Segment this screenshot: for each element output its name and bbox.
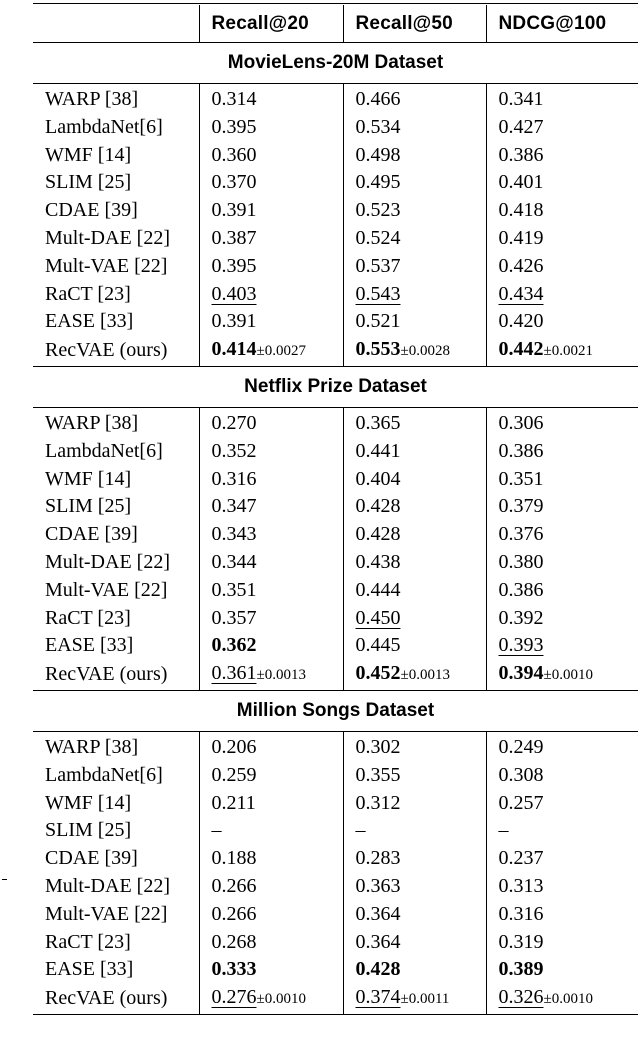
ndcg-100-value: 0.426 <box>498 254 544 277</box>
recall-20-value-cell <box>199 438 343 466</box>
recall-50-value-cell <box>343 577 486 605</box>
table-row <box>33 660 638 690</box>
method-name: WMF [14] <box>45 143 132 166</box>
recall-20-value: 0.206 <box>211 735 257 758</box>
recall-20-value-cell <box>199 817 343 845</box>
ndcg-100-value: 0.319 <box>498 930 544 953</box>
table-row <box>33 762 638 790</box>
recall-50-value: 0.521 <box>355 310 401 333</box>
recall-50-value: 0.445 <box>355 634 401 657</box>
section-header-netflix-prize-dataset <box>33 366 638 407</box>
recall-50-value: – <box>355 819 366 842</box>
table-row <box>33 577 638 605</box>
recall-50-value-cell <box>343 197 486 225</box>
recall-50-value: 0.495 <box>355 171 401 194</box>
ndcg-100-value: 0.308 <box>498 763 544 786</box>
ndcg-100-value-cell <box>486 790 638 818</box>
recall-20-value-cell <box>199 169 343 197</box>
header-ndcg-100: NDCG@100 <box>486 5 638 43</box>
header-method <box>33 5 199 43</box>
ndcg-100-value: 0.380 <box>498 550 544 573</box>
method-name: Mult-DAE [22] <box>45 550 170 573</box>
recall-50-value-cell <box>343 790 486 818</box>
ndcg-100-value-cell <box>486 632 638 660</box>
recall-20-value: 0.387 <box>211 226 257 249</box>
recall-20-value-cell <box>199 197 343 225</box>
recall-20-value-cell <box>199 845 343 873</box>
recall-50-value-cell <box>343 817 486 845</box>
ndcg-100-value: 0.419 <box>498 226 544 249</box>
method-name: Mult-VAE [22] <box>45 902 168 925</box>
header-recall-20: Recall@20 <box>199 5 343 43</box>
recall-20-value: 0.316 <box>211 467 257 490</box>
ndcg-100-value-cell <box>486 956 638 984</box>
recall-50-value: 0.283 <box>355 847 401 870</box>
table-row <box>33 84 638 114</box>
recall-20-value-cell <box>199 308 343 336</box>
ndcg-100-value-cell <box>486 308 638 336</box>
recall-20-value-cell <box>199 929 343 957</box>
recall-50-value: 0.363 <box>355 874 401 897</box>
recall-20-value: 0.276 <box>211 986 257 1009</box>
table-row <box>33 901 638 929</box>
ndcg-100-value: 0.376 <box>498 523 544 546</box>
header-recall-50: Recall@50 <box>343 5 486 43</box>
std-deviation: ±0.0013 <box>256 667 306 684</box>
recall-20-value: 0.357 <box>211 606 257 629</box>
table-row <box>33 929 638 957</box>
method-name: RaCT [23] <box>45 930 131 953</box>
table-row <box>33 817 638 845</box>
table-row <box>33 253 638 281</box>
table-row <box>33 956 638 984</box>
table-row <box>33 605 638 633</box>
std-deviation: ±0.0010 <box>543 667 593 684</box>
ndcg-100-value: 0.326 <box>498 986 544 1009</box>
recall-50-value-cell <box>343 873 486 901</box>
recall-20-value: 0.266 <box>211 902 257 925</box>
table-body <box>33 43 638 1015</box>
recall-50-value-cell <box>343 142 486 170</box>
recall-50-value: 0.452 <box>355 662 401 685</box>
ndcg-100-value-cell <box>486 521 638 549</box>
recall-50-value: 0.534 <box>355 115 401 138</box>
recall-50-value-cell <box>343 466 486 494</box>
recall-20-value-cell <box>199 605 343 633</box>
method-name: EASE [33] <box>45 958 134 981</box>
method-name: EASE [33] <box>45 634 134 657</box>
recall-50-value-cell <box>343 762 486 790</box>
recall-50-value-cell <box>343 929 486 957</box>
table-row <box>33 197 638 225</box>
method-name: CDAE [39] <box>45 847 138 870</box>
recall-20-value: 0.270 <box>211 411 257 434</box>
ndcg-100-value: 0.427 <box>498 115 544 138</box>
recall-20-value-cell <box>199 493 343 521</box>
method-name: RaCT [23] <box>45 282 131 305</box>
method-name: WARP [38] <box>45 88 139 110</box>
recall-50-value-cell <box>343 605 486 633</box>
recall-50-value: 0.523 <box>355 199 401 222</box>
recall-20-value: 0.344 <box>211 550 257 573</box>
recall-50-value: 0.543 <box>355 282 401 305</box>
recall-20-value: 0.188 <box>211 847 257 870</box>
recall-20-value-cell <box>199 790 343 818</box>
recall-20-value-cell <box>199 521 343 549</box>
ndcg-100-value: – <box>498 819 509 842</box>
recall-50-value-cell <box>343 253 486 281</box>
ndcg-100-value-cell <box>486 845 638 873</box>
ndcg-100-value: 0.316 <box>498 902 544 925</box>
ndcg-100-value: 0.401 <box>498 171 544 194</box>
recall-20-value: 0.361 <box>211 662 257 685</box>
recall-50-value: 0.450 <box>355 606 401 629</box>
method-name: RecVAE (ours) <box>33 336 199 366</box>
ndcg-100-value: 0.393 <box>498 634 544 657</box>
table-row <box>33 731 638 761</box>
recall-20-value-cell <box>199 281 343 309</box>
ndcg-100-value-cell <box>486 336 638 366</box>
ndcg-100-value-cell <box>486 493 638 521</box>
recall-50-value: 0.374 <box>355 986 401 1009</box>
ndcg-100-value-cell <box>486 253 638 281</box>
method-name: CDAE [39] <box>45 523 138 546</box>
table-row <box>33 984 638 1014</box>
recall-50-value-cell <box>343 493 486 521</box>
recall-50-value-cell <box>343 407 486 437</box>
recall-20-value-cell <box>199 762 343 790</box>
table-row <box>33 336 638 366</box>
method-name: CDAE [39] <box>45 199 138 222</box>
recall-20-value: 0.414 <box>211 338 257 361</box>
method-name: WMF [14] <box>45 791 132 814</box>
recall-20-value: 0.370 <box>211 171 257 194</box>
recall-50-value: 0.428 <box>355 523 401 546</box>
recall-50-value: 0.404 <box>355 467 401 490</box>
method-name: Mult-DAE [22] <box>45 874 170 897</box>
recall-20-value-cell <box>199 336 343 366</box>
recall-50-value: 0.365 <box>355 411 401 434</box>
ndcg-100-value-cell <box>486 466 638 494</box>
ndcg-100-value-cell <box>486 169 638 197</box>
recall-50-value-cell <box>343 632 486 660</box>
recall-20-value: 0.395 <box>211 254 257 277</box>
recall-20-value-cell <box>199 873 343 901</box>
ndcg-100-value-cell <box>486 197 638 225</box>
recall-20-value: 0.352 <box>211 439 257 462</box>
recall-20-value: 0.395 <box>211 115 257 138</box>
ndcg-100-value-cell <box>486 114 638 142</box>
recall-50-value-cell <box>343 225 486 253</box>
ndcg-100-value: 0.306 <box>498 411 544 434</box>
recall-50-value: 0.428 <box>355 958 401 981</box>
ndcg-100-value: 0.434 <box>498 282 544 305</box>
table-row <box>33 114 638 142</box>
recall-50-value: 0.498 <box>355 143 401 166</box>
ndcg-100-value: 0.341 <box>498 88 544 110</box>
std-deviation: ±0.0010 <box>256 991 306 1008</box>
ndcg-100-value-cell <box>486 84 638 114</box>
table-top-rule <box>33 3 638 4</box>
recall-50-value: 0.466 <box>355 88 401 110</box>
recall-20-value-cell <box>199 407 343 437</box>
recall-50-value-cell <box>343 660 486 690</box>
recall-50-value-cell <box>343 169 486 197</box>
section-header-movielens-20m-dataset <box>33 43 638 84</box>
ndcg-100-value-cell <box>486 438 638 466</box>
ndcg-100-value: 0.351 <box>498 467 544 490</box>
ndcg-100-value: 0.386 <box>498 143 544 166</box>
recall-20-value: 0.266 <box>211 874 257 897</box>
recall-20-value: 0.360 <box>211 143 257 166</box>
std-deviation: ±0.0021 <box>543 343 593 360</box>
recall-20-value: 0.211 <box>211 791 256 814</box>
ndcg-100-value: 0.420 <box>498 310 544 333</box>
method-name: WARP [38] <box>45 735 139 758</box>
stray-margin-mark <box>2 879 7 880</box>
recall-20-value: 0.259 <box>211 763 257 786</box>
ndcg-100-value-cell <box>486 762 638 790</box>
method-name: EASE [33] <box>45 310 134 333</box>
ndcg-100-value: 0.249 <box>498 735 544 758</box>
recall-20-value-cell <box>199 253 343 281</box>
recall-20-value: 0.268 <box>211 930 257 953</box>
table-row <box>33 142 638 170</box>
section-title: MovieLens-20M Dataset <box>33 43 638 84</box>
recall-20-value-cell <box>199 466 343 494</box>
recall-50-value: 0.428 <box>355 495 401 518</box>
recall-20-value: 0.347 <box>211 495 257 518</box>
table-row <box>33 308 638 336</box>
recall-20-value: – <box>211 819 222 842</box>
recall-50-value-cell <box>343 984 486 1014</box>
recall-50-value-cell <box>343 281 486 309</box>
ndcg-100-value: 0.257 <box>498 791 544 814</box>
section-header-million-songs-dataset <box>33 690 638 731</box>
ndcg-100-value: 0.313 <box>498 874 544 897</box>
method-name: SLIM [25] <box>45 495 132 518</box>
recall-50-value: 0.438 <box>355 550 401 573</box>
ndcg-100-value-cell <box>486 984 638 1014</box>
section-title: Million Songs Dataset <box>33 690 638 731</box>
method-name: RecVAE (ours) <box>33 660 199 690</box>
table-row <box>33 521 638 549</box>
ndcg-100-value: 0.237 <box>498 847 544 870</box>
recall-20-value: 0.391 <box>211 310 257 333</box>
std-deviation: ±0.0013 <box>400 667 450 684</box>
ndcg-100-value-cell <box>486 142 638 170</box>
recall-50-value: 0.441 <box>355 439 401 462</box>
recall-50-value-cell <box>343 84 486 114</box>
ndcg-100-value-cell <box>486 660 638 690</box>
std-deviation: ±0.0027 <box>256 343 306 360</box>
recall-20-value-cell <box>199 225 343 253</box>
recall-20-value: 0.333 <box>211 958 257 981</box>
ndcg-100-value: 0.379 <box>498 495 544 518</box>
results-table <box>33 5 638 1015</box>
recall-50-value: 0.312 <box>355 791 401 814</box>
method-name: RecVAE (ours) <box>33 984 199 1014</box>
recall-50-value-cell <box>343 521 486 549</box>
recall-50-value-cell <box>343 308 486 336</box>
std-deviation: ±0.0011 <box>400 991 450 1008</box>
table-row <box>33 493 638 521</box>
recall-20-value-cell <box>199 114 343 142</box>
table-row <box>33 873 638 901</box>
recall-20-value-cell <box>199 632 343 660</box>
recall-50-value: 0.537 <box>355 254 401 277</box>
ndcg-100-value-cell <box>486 407 638 437</box>
ndcg-100-value: 0.418 <box>498 199 544 222</box>
method-name: SLIM [25] <box>45 819 132 842</box>
recall-20-value-cell <box>199 956 343 984</box>
ndcg-100-value-cell <box>486 549 638 577</box>
std-deviation: ±0.0010 <box>543 991 593 1008</box>
recall-50-value: 0.364 <box>355 930 401 953</box>
table-row <box>33 225 638 253</box>
method-name: LambdaNet[6] <box>45 439 163 462</box>
table-row <box>33 790 638 818</box>
ndcg-100-value: 0.442 <box>498 338 544 361</box>
recall-50-value-cell <box>343 549 486 577</box>
ndcg-100-value: 0.394 <box>498 662 544 685</box>
ndcg-100-value-cell <box>486 817 638 845</box>
ndcg-100-value-cell <box>486 577 638 605</box>
recall-50-value: 0.553 <box>355 338 401 361</box>
table-row <box>33 407 638 437</box>
recall-20-value: 0.362 <box>211 634 257 657</box>
method-name: RaCT [23] <box>45 606 131 629</box>
recall-50-value: 0.524 <box>355 226 401 249</box>
table-row <box>33 632 638 660</box>
recall-20-value-cell <box>199 731 343 761</box>
ndcg-100-value: 0.386 <box>498 439 544 462</box>
method-name: SLIM [25] <box>45 171 132 194</box>
recall-50-value: 0.302 <box>355 735 401 758</box>
ndcg-100-value-cell <box>486 929 638 957</box>
ndcg-100-value-cell <box>486 901 638 929</box>
table-row <box>33 466 638 494</box>
recall-20-value: 0.391 <box>211 199 257 222</box>
ndcg-100-value-cell <box>486 731 638 761</box>
method-name: Mult-DAE [22] <box>45 226 170 249</box>
method-name: WMF [14] <box>45 467 132 490</box>
table-row <box>33 438 638 466</box>
recall-20-value-cell <box>199 142 343 170</box>
recall-50-value-cell <box>343 336 486 366</box>
ndcg-100-value-cell <box>486 281 638 309</box>
recall-20-value-cell <box>199 84 343 114</box>
ndcg-100-value-cell <box>486 873 638 901</box>
table-row <box>33 169 638 197</box>
recall-50-value-cell <box>343 114 486 142</box>
recall-20-value-cell <box>199 549 343 577</box>
method-name: Mult-VAE [22] <box>45 578 168 601</box>
recall-20-value-cell <box>199 984 343 1014</box>
section-title: Netflix Prize Dataset <box>33 366 638 407</box>
recall-50-value-cell <box>343 438 486 466</box>
table-row <box>33 549 638 577</box>
method-name: LambdaNet[6] <box>45 763 163 786</box>
recall-50-value-cell <box>343 845 486 873</box>
recall-50-value-cell <box>343 731 486 761</box>
method-name: WARP [38] <box>45 411 139 434</box>
method-name: Mult-VAE [22] <box>45 254 168 277</box>
std-deviation: ±0.0028 <box>400 343 450 360</box>
method-name: LambdaNet[6] <box>45 115 163 138</box>
ndcg-100-value: 0.386 <box>498 578 544 601</box>
recall-50-value: 0.444 <box>355 578 401 601</box>
ndcg-100-value-cell <box>486 605 638 633</box>
header-row <box>33 5 638 43</box>
recall-20-value: 0.403 <box>211 282 257 305</box>
ndcg-100-value: 0.392 <box>498 606 544 629</box>
ndcg-100-value-cell <box>486 225 638 253</box>
table-row <box>33 845 638 873</box>
recall-20-value: 0.351 <box>211 578 257 601</box>
recall-20-value-cell <box>199 660 343 690</box>
recall-50-value-cell <box>343 901 486 929</box>
recall-50-value: 0.355 <box>355 763 401 786</box>
ndcg-100-value: 0.389 <box>498 958 544 981</box>
recall-20-value: 0.314 <box>211 88 257 110</box>
recall-50-value: 0.364 <box>355 902 401 925</box>
recall-20-value-cell <box>199 577 343 605</box>
recall-50-value-cell <box>343 956 486 984</box>
recall-20-value-cell <box>199 901 343 929</box>
table-row <box>33 281 638 309</box>
recall-20-value: 0.343 <box>211 523 257 546</box>
